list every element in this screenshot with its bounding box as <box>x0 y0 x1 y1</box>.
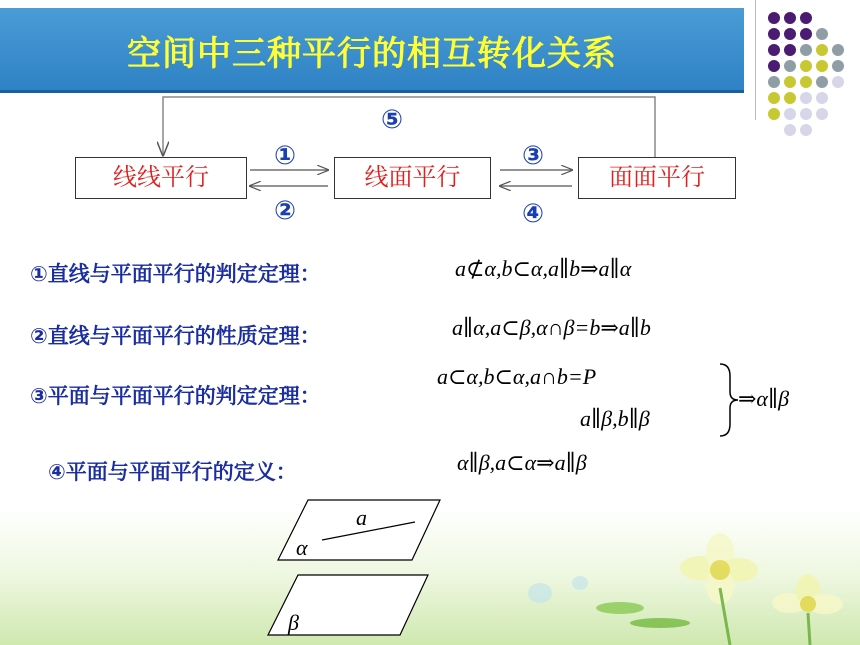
theorem-4-label: ④平面与平面平行的定义： <box>48 461 297 484</box>
relation-arrows <box>0 0 860 240</box>
page-title: 空间中三种平行的相互转化关系 <box>127 35 617 73</box>
theorem-2-label: ②直线与平面平行的性质定理： <box>30 325 321 348</box>
theorem-2-formula: a∥α,a⊂β,α∩β=b⇒a∥b <box>452 315 651 340</box>
arrow-5 <box>163 97 655 157</box>
box-line-line: 线线平行 <box>75 157 247 199</box>
label-1: ① <box>274 140 297 170</box>
theorem-3-formula-line1: a⊂α,b⊂α,a∩b=P <box>437 364 597 389</box>
label-4: ④ <box>522 198 545 228</box>
label-5: ⑤ <box>381 104 404 134</box>
theorem-1-formula: a⊄α,b⊂α,a∥b⇒a∥α <box>455 256 632 281</box>
box-line-plane: 线面平行 <box>334 157 491 199</box>
theorem-3-formula-line2: a∥β,b∥β <box>580 406 650 431</box>
theorem-4-formula: α∥β,a⊂α⇒a∥β <box>457 450 587 475</box>
flower-decor <box>480 508 860 645</box>
line-a-label: a <box>356 505 367 530</box>
label-2: ② <box>274 195 297 225</box>
theorem-1-label: ①直线与平面平行的判定定理： <box>30 263 321 286</box>
box-plane-plane: 面面平行 <box>578 157 736 199</box>
label-3: ③ <box>522 140 545 170</box>
plane-beta-label: β <box>288 610 299 635</box>
plane-alpha-label: α <box>296 535 308 560</box>
theorem-3-label: ③平面与平面平行的判定定理： <box>30 385 321 408</box>
theorem-3-result: ⇒α∥β <box>738 386 790 411</box>
